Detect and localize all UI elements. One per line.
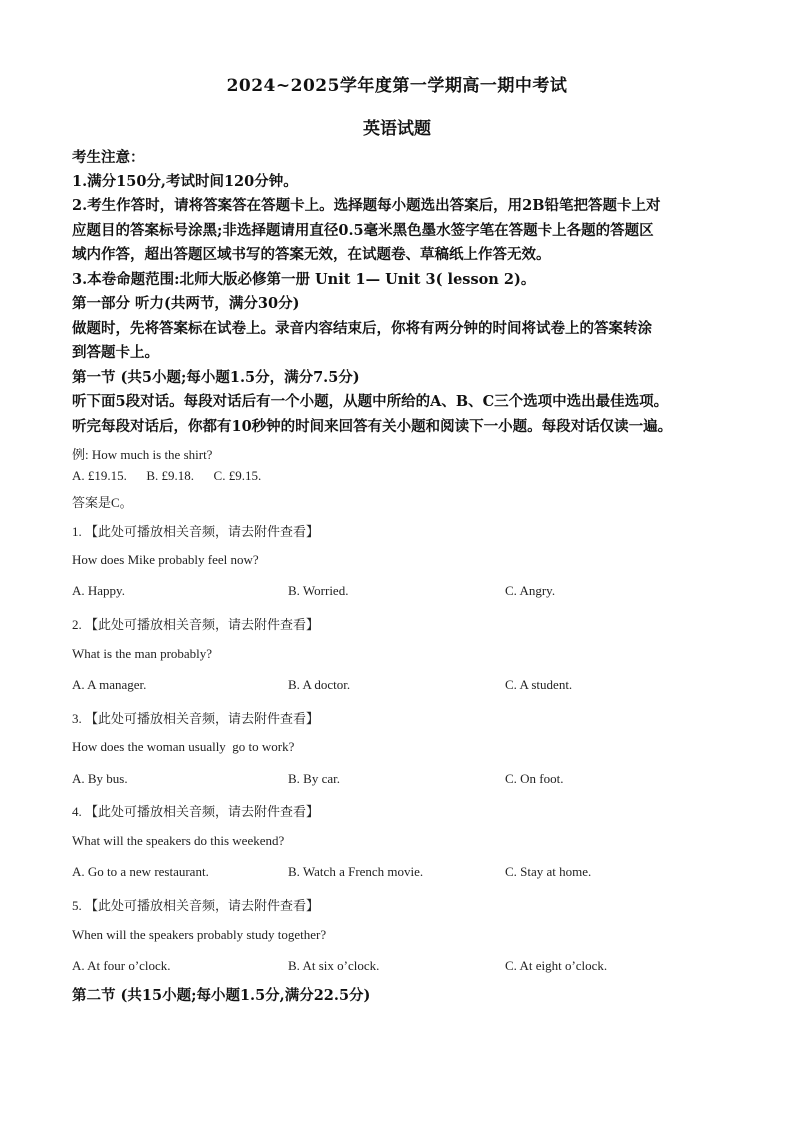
example-question: 例: How much is the shirt? xyxy=(72,447,213,462)
question-2-option-a[interactable]: A. A manager. xyxy=(72,677,147,692)
question-4-options xyxy=(72,864,732,882)
notice-item-1: 1.满分150分,考试时间120分钟。 xyxy=(72,173,298,190)
question-3-number: 3. 【此处可播放相关音频，请去附件查看】 xyxy=(72,711,320,726)
question-5-option-a[interactable]: A. At four o’clock. xyxy=(72,958,171,973)
question-5-options xyxy=(72,958,732,976)
question-4-option-a[interactable]: A. Go to a new restaurant. xyxy=(72,864,209,879)
exam-subtitle: 英语试题 xyxy=(363,119,431,139)
example-options: A. £19.15. B. £9.18. C. £9.15. xyxy=(72,468,262,483)
example-answer: 答案是C。 xyxy=(72,495,133,510)
question-3-option-a[interactable]: A. By bus. xyxy=(72,771,128,786)
notice-item-2-line-1: 2.考生作答时，请将答案答在答题卡上。选择题每小题选出答案后，用2B铅笔把答题卡上对 xyxy=(72,197,661,214)
part1-instruction-line-2: 到答题卡上。 xyxy=(72,344,159,361)
notice-item-3: 3.本卷命题范围:北师大版必修第一册 Unit 1— Unit 3( lesson 2)。 xyxy=(72,271,536,288)
section2-heading: 第二节 (共15小题;每小题1.5分,满分22.5分) xyxy=(72,987,371,1004)
question-2-option-b[interactable]: B. A doctor. xyxy=(288,677,351,692)
question-3-option-c[interactable]: C. On foot. xyxy=(505,771,564,786)
question-1-option-a[interactable]: A. Happy. xyxy=(72,583,125,598)
question-4-option-c[interactable]: C. Stay at home. xyxy=(505,864,592,879)
question-2-options xyxy=(72,677,732,695)
notice-item-2-line-3: 域内作答，超出答题区域书写的答案无效，在试题卷、草稿纸上作答无效。 xyxy=(72,246,551,263)
question-4-text: What will the speakers do this weekend? xyxy=(72,833,285,848)
part1-instruction-line-1: 做题时，先将答案标在试卷上。录音内容结束后，你将有两分钟的时间将试卷上的答案转涂 xyxy=(72,320,652,337)
question-1-options xyxy=(72,583,732,601)
question-4-number: 4. 【此处可播放相关音频，请去附件查看】 xyxy=(72,804,320,819)
section1-instruction-line-1: 听下面5段对话。每段对话后有一个小题，从题中所给的A、B、C三个选项中选出最佳选项。 xyxy=(72,393,669,410)
question-1-option-b[interactable]: B. Worried. xyxy=(288,583,349,598)
question-1-text: How does Mike probably feel now? xyxy=(72,552,259,567)
notice-heading: 考生注意： xyxy=(72,149,145,166)
question-2-text: What is the man probably? xyxy=(72,646,213,661)
section1-heading: 第一节 (共5小题;每小题1.5分，满分7.5分) xyxy=(72,369,360,386)
part1-heading: 第一部分 听力(共两节，满分30分) xyxy=(72,295,300,312)
question-5-text: When will the speakers probably study together? xyxy=(72,927,327,942)
notice-item-2-line-2: 应题目的答案标号涂黑;非选择题请用直径0.5毫米黑色墨水签字笔在答题卡上各题的答题区 xyxy=(72,222,654,239)
section1-instruction-line-2: 听完每段对话后，你都有10秒钟的时间来回答有关小题和阅读下一小题。每段对话仅读一遍。 xyxy=(72,418,673,435)
question-3-text: How does the woman usually go to work? xyxy=(72,739,295,754)
exam-title: 2024~2025学年度第一学期高一期中考试 xyxy=(226,76,568,96)
question-5-number: 5. 【此处可播放相关音频，请去附件查看】 xyxy=(72,898,320,913)
question-5-option-b[interactable]: B. At six o’clock. xyxy=(288,958,380,973)
question-1-number: 1. 【此处可播放相关音频，请去附件查看】 xyxy=(72,524,320,539)
question-3-option-b[interactable]: B. By car. xyxy=(288,771,340,786)
question-4-option-b[interactable]: B. Watch a French movie. xyxy=(288,864,424,879)
question-3-options xyxy=(72,771,732,789)
question-2-option-c[interactable]: C. A student. xyxy=(505,677,573,692)
question-1-option-c[interactable]: C. Angry. xyxy=(505,583,556,598)
question-2-number: 2. 【此处可播放相关音频，请去附件查看】 xyxy=(72,617,320,632)
question-5-option-c[interactable]: C. At eight o’clock. xyxy=(505,958,608,973)
